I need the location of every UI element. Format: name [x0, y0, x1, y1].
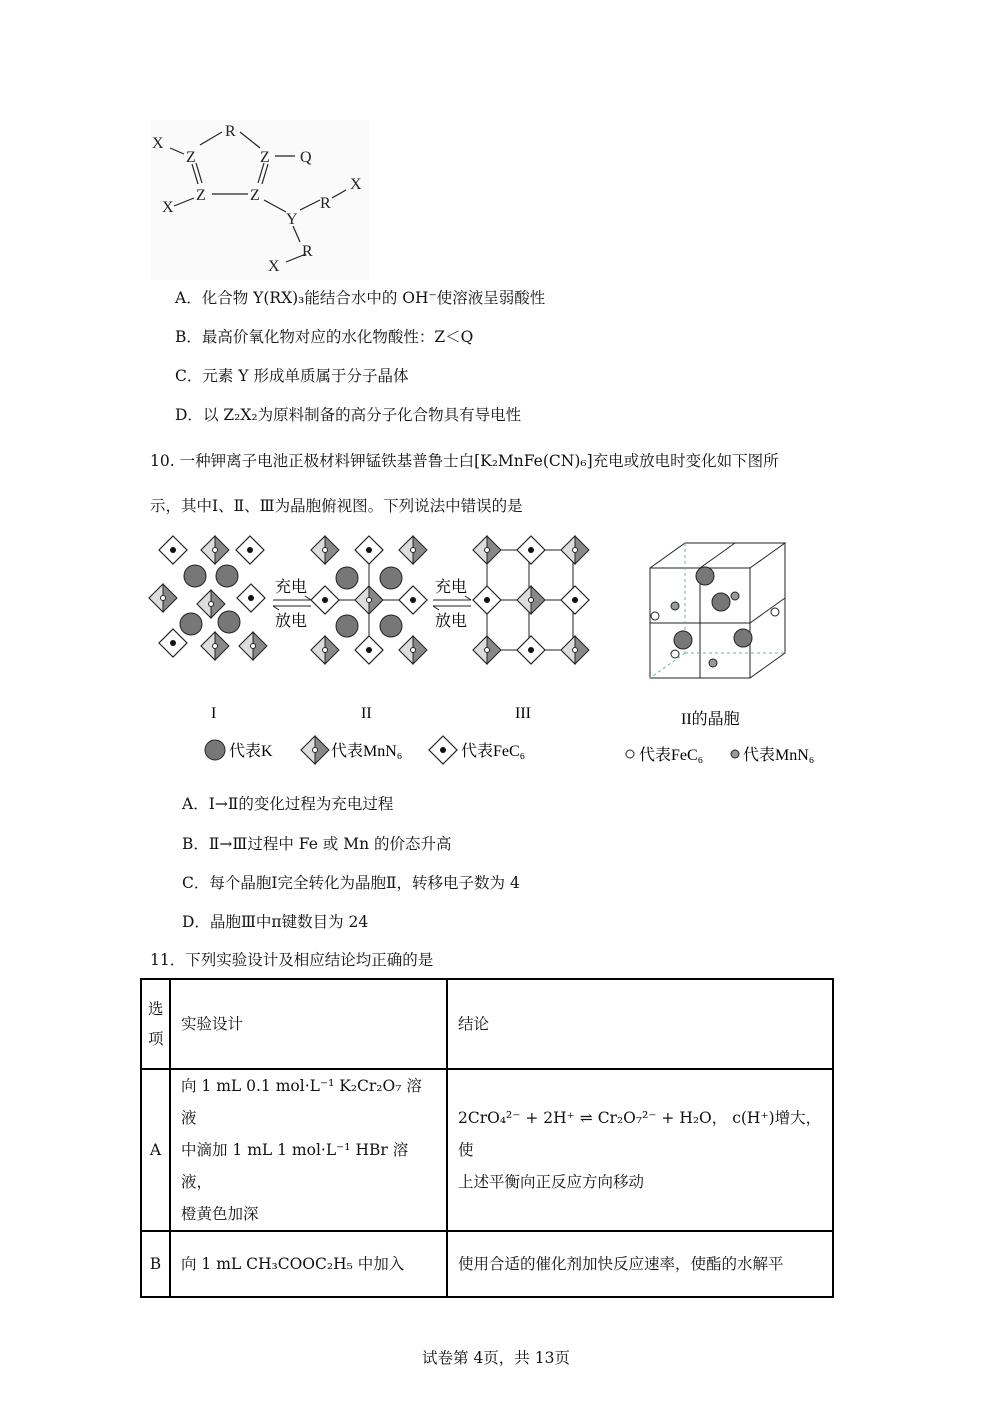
atom-x1: X — [152, 135, 164, 152]
crystal-figure — [145, 528, 835, 773]
table-row — [141, 1231, 833, 1297]
q9-option-a[interactable] — [175, 286, 545, 308]
atom-z3: Z — [196, 187, 206, 204]
row-b-key: B — [141, 1231, 170, 1297]
q10-option-b[interactable] — [182, 832, 452, 854]
option-text: 每个晶胞Ⅰ完全转化为晶胞Ⅱ，转移电子数为 4 — [209, 874, 520, 892]
arrow-charge-1 — [273, 578, 311, 630]
design-line: 中滴加 1 mL 1 mol·L⁻¹ HBr 溶液， — [181, 1141, 409, 1191]
q10-option-c[interactable] — [182, 871, 520, 893]
atom-r1: R — [225, 123, 236, 140]
molecule-structure — [150, 120, 370, 280]
atom-x4: X — [268, 258, 280, 275]
option-text: Ⅱ→Ⅲ过程中 Fe 或 Mn 的价态升高 — [208, 835, 452, 853]
option-text: 化合物 Y(RX)₃能结合水中的 OH⁻使溶液呈弱酸性 — [201, 289, 546, 307]
arrow2-top: 充电 — [435, 579, 468, 596]
conclusion-line: 上述平衡向正反应方向移动 — [458, 1173, 645, 1191]
conclusion-line: 2CrO₄²⁻ + 2H⁺ ⇌ Cr₂O₇²⁻ + H₂O， c(H⁺)增大，使 — [458, 1109, 822, 1159]
cell-caption: II的晶胞 — [681, 711, 740, 728]
option-label: C． — [182, 874, 210, 892]
label-III: III — [515, 705, 531, 722]
page-footer: 试卷第 4页，共 13页 — [422, 1349, 570, 1367]
design-line: 向 1 mL 0.1 mol·L⁻¹ K₂Cr₂O₇ 溶液 — [181, 1077, 422, 1127]
option-label: A． — [175, 289, 202, 307]
header-conclusion: 结论 — [447, 979, 833, 1069]
option-text: 最高价氧化物对应的水化物酸性：Z＜Q — [201, 328, 474, 346]
q11-table — [140, 978, 834, 1298]
q11-stem: 11．下列实验设计及相应结论均正确的是 — [150, 951, 434, 969]
row-b-design: 向 1 mL CH₃COOC₂H₅ 中加入 — [170, 1231, 447, 1297]
legend — [205, 736, 814, 764]
option-text: Ⅰ→Ⅱ的变化过程为充电过程 — [208, 795, 394, 813]
unit-cell-atoms — [651, 567, 779, 667]
arrow1-bottom: 放电 — [275, 613, 308, 630]
option-label: B． — [182, 835, 209, 853]
q9-option-d[interactable] — [175, 403, 521, 425]
option-text: 以 Z₂X₂为原料制备的高分子化合物具有导电性 — [202, 406, 522, 424]
row-b-conclusion: 使用合适的催化剂加快反应速率，使酯的水解平 — [447, 1231, 833, 1297]
q10-option-a[interactable] — [182, 792, 393, 814]
q10-stem-line1: 10. 一种钾离子电池正极材料钾锰铁基普鲁士白[K₂MnFe(CN)₆]充电或放电时变化如下图所 — [150, 452, 779, 470]
atom-y: Y — [286, 211, 298, 228]
q10-option-d[interactable] — [182, 910, 368, 932]
atom-r3: R — [302, 243, 313, 260]
atom-z2: Z — [260, 149, 270, 166]
crystal-III — [473, 536, 589, 664]
crystal-I — [149, 536, 267, 660]
design-line: 橙黄色加深 — [181, 1205, 259, 1223]
atom-q: Q — [300, 149, 312, 166]
option-label: D． — [175, 406, 203, 424]
legend-right-fec6: 代表FeC₆ — [639, 747, 704, 764]
option-label: A． — [182, 795, 209, 813]
atom-z4: Z — [250, 187, 260, 204]
header-design: 实验设计 — [170, 979, 447, 1069]
option-text: 元素 Y 形成单质属于分子晶体 — [202, 367, 409, 385]
table-header-row — [141, 979, 833, 1069]
legend-k: 代表K — [229, 743, 273, 760]
option-label: C． — [175, 367, 203, 385]
label-I: I — [211, 705, 217, 722]
row-a-design — [170, 1069, 447, 1231]
q9-option-c[interactable] — [175, 364, 408, 386]
header-option: 选项 — [141, 979, 170, 1069]
legend-right-mnn6: 代表MnN₆ — [743, 747, 815, 764]
legend-fec6: 代表FeC₆ — [461, 743, 526, 760]
table-row — [141, 1069, 833, 1231]
row-a-key: A — [141, 1069, 170, 1231]
label-II: II — [361, 705, 372, 722]
option-text: 晶胞Ⅲ中π键数目为 24 — [209, 913, 369, 931]
row-a-conclusion — [447, 1069, 833, 1231]
q9-option-b[interactable] — [175, 325, 473, 347]
atom-z1: Z — [186, 149, 196, 166]
arrow1-top: 充电 — [275, 579, 308, 596]
option-label: D． — [182, 913, 210, 931]
arrow-charge-2 — [433, 578, 471, 630]
option-label: B． — [175, 328, 202, 346]
crystal-II — [311, 536, 427, 664]
atom-x3: X — [350, 176, 362, 193]
atom-r2: R — [320, 195, 331, 212]
atom-x2: X — [162, 199, 174, 216]
legend-mnn6: 代表MnN₆ — [331, 743, 403, 760]
arrow2-bottom: 放电 — [435, 613, 468, 630]
q10-stem-line2: 示，其中Ⅰ、Ⅱ、Ⅲ为晶胞俯视图。下列说法中错误的是 — [150, 497, 523, 515]
